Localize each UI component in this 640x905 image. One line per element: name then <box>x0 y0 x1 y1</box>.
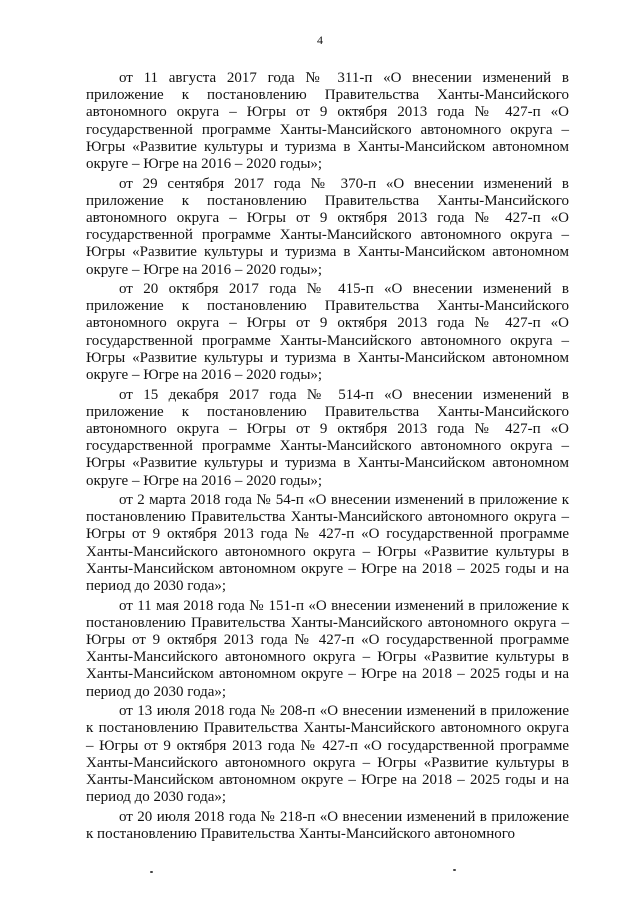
paragraph: от 11 августа 2017 года № 311-п «О внесении изменений в приложение к постановлению Правительства Ханты-Мансийского автономного округа – Югры от 9 октября 2013 года № 427-п «О государственной программе Ханты-Мансийского автономного округа – Югры «Развитие культуры и туризма в Ханты-Мансийском автономном округе – Югре на 2016 – 2020 годы»; <box>86 70 569 173</box>
paragraph: от 13 июля 2018 года № 208-п «О внесении изменений в приложение к постановлению Правительства Ханты-Мансийского автономного округа – Югры от 9 октября 2013 года № 427-п «О государственной программе Ханты-Мансийского автономного округа – Югры «Развитие культуры в Ханты-Мансийском автономном округе – Югре на 2018 – 2025 годы и на период до 2030 года»; <box>86 703 569 806</box>
page-number: 4 <box>317 33 323 47</box>
paragraph: от 20 июля 2018 года № 218-п «О внесении изменений в приложение к постановлению Правительства Ханты-Мансийского автономного <box>86 808 569 842</box>
scan-speck <box>453 869 456 871</box>
paragraph: от 11 мая 2018 года № 151-п «О внесении изменений в приложение к постановлению Правительства Ханты-Мансийского автономного округа – Югры от 9 октября 2013 года № 427-п «О государственной программе Ханты-Мансийского автономного округа – Югры «Развитие культуры в Ханты-Мансийском автономном округе – Югре на 2018 – 2025 годы и на период до 2030 года»; <box>86 597 569 700</box>
paragraph: от 15 декабря 2017 года № 514-п «О внесении изменений в приложение к постановлению Правительства Ханты-Мансийского автономного округа – Югры от 9 октября 2013 года № 427-п «О государственной программе Ханты-Мансийского автономного округа – Югры «Развитие культуры и туризма в Ханты-Мансийском автономном округе – Югре на 2016 – 2020 годы»; <box>86 386 569 489</box>
scan-speck <box>150 871 153 873</box>
paragraph: от 2 марта 2018 года № 54-п «О внесении изменений в приложение к постановлению Правительства Ханты-Мансийского автономного округа – Югры от 9 октября 2013 года № 427-п «О государственной программе Ханты-Мансийского автономного округа – Югры «Развитие культуры в Ханты-Мансийском автономном округе – Югре на 2018 – 2025 годы и на период до 2030 года»; <box>86 492 569 595</box>
paragraph: от 29 сентября 2017 года № 370-п «О внесении изменений в приложение к постановлению Правительства Ханты-Мансийского автономного округа – Югры от 9 октября 2013 года № 427-п «О государственной программе Ханты-Мансийского автономного округа – Югры «Развитие культуры и туризма в Ханты-Мансийском автономном округе – Югре на 2016 – 2020 годы»; <box>86 175 569 278</box>
document-body <box>86 70 569 845</box>
paragraph: от 20 октября 2017 года № 415-п «О внесении изменений в приложение к постановлению Правительства Ханты-Мансийского автономного округа – Югры от 9 октября 2013 года № 427-п «О государственной программе Ханты-Мансийского автономного округа – Югры «Развитие культуры и туризма в Ханты-Мансийском автономном округе – Югре на 2016 – 2020 годы»; <box>86 281 569 384</box>
